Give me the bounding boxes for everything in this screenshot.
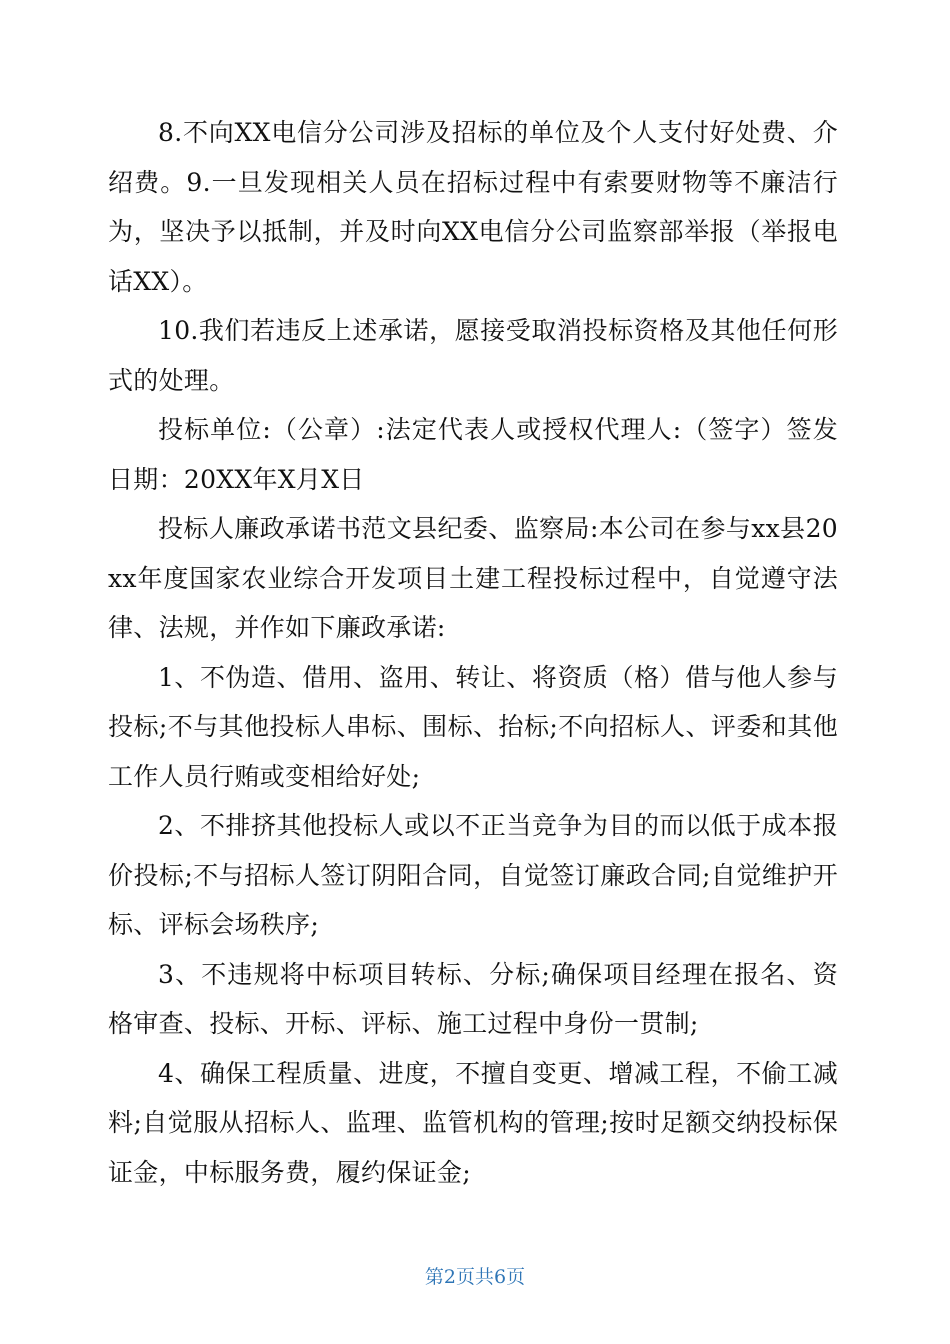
document-body [108, 108, 838, 1197]
paragraph-item-1: 1、不伪造、借用、盗用、转让、将资质（格）借与他人参与投标;不与其他投标人串标、围标、抬标;不向招标人、评委和其他工作人员行贿或变相给好处; [108, 662, 838, 791]
page-number-footer: 第2页共6页 [424, 1266, 526, 1288]
paragraph-item-3: 3、不违规将中标项目转标、分标;确保项目经理在报名、资格审查、投标、开标、评标、施工过程中身份一贯制; [108, 959, 838, 1038]
signature-block: 投标单位:（公章）:法定代表人或授权代理人:（签字）签发日期：20XX年X月X日 [108, 415, 838, 494]
paragraph-item-2: 2、不排挤其他投标人或以不正当竞争为目的而以低于成本报价投标;不与招标人签订阴阳合同，自觉签订廉政合同;自觉维护开标、评标会场秩序; [108, 811, 838, 939]
paragraph-item-10: 10.我们若违反上述承诺，愿接受取消投标资格及其他任何形式的处理。 [108, 316, 838, 395]
paragraph-item-4: 4、确保工程质量、进度，不擅自变更、增减工程，不偷工减料;自觉服从招标人、监理、监管机构的管理;按时足额交纳投标保证金，中标服务费，履约保证金; [108, 1058, 838, 1187]
section-intro: 投标人廉政承诺书范文县纪委、监察局:本公司在参与xx县20xx年度国家农业综合开发项目土建工程投标过程中，自觉遵守法律、法规，并作如下廉政承诺: [108, 514, 838, 642]
paragraph-item-8-9: 8.不向XX电信分公司涉及招标的单位及个人支付好处费、介绍费。9.一旦发现相关人员在招标过程中有索要财物等不廉洁行为，坚决予以抵制，并及时向XX电信分公司监察部举报（举报电话XX）。 [108, 118, 838, 296]
